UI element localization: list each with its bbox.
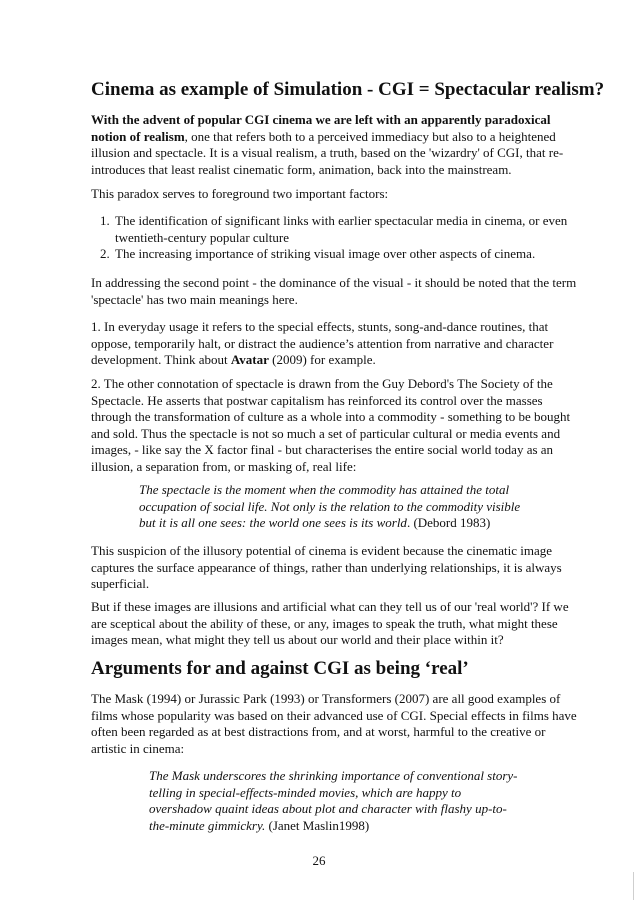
- list-number: 2.: [100, 246, 110, 261]
- quote-citation: (Janet Maslin1998): [265, 817, 370, 833]
- quote-line: telling in special-effects-minded movies, which are happy to: [149, 784, 462, 800]
- list-text: The identification of significant links with earlier spectacular media in cinema, or even twentieth-century popular culture: [115, 213, 568, 245]
- meaning-one-text: 1. In everyday usage it refers to the special effects, stunts, song-and-dance routines, that oppose, temporarily halt, or distract the audience’s attention from narrative and character development. Think about: [91, 319, 554, 367]
- intro-rest-text: , one that refers both to a perceived immediacy but also to a heightened illusion and spectacle. It is a visual realism, a truth, based on the 'wizardry' of CGI, that re-introduces that least realist cinematic form, animation, back into the mainstream.: [91, 128, 564, 177]
- paradox-paragraph: This paradox serves to foreground two important factors:: [91, 186, 389, 201]
- quote-line: The spectacle is the moment when the commodity has attained the total: [139, 482, 510, 497]
- meaning-two-paragraph: 2. The other connotation of spectacle is drawn from the Guy Debord's The Society of the Spectacle. He asserts that postwar capitalism has reinforced its control over the masses through the transformation of culture as a whole into a commodity - something to be bought and sold. Thus the spectacle is not so much a set of particular cultural or media events and images, - like say the X factor final - but characterises the entire social world today as an illusion, a separation from, or masking of, real life:: [91, 376, 571, 474]
- intro-bold-text: With the advent of popular CGI cinema we are left with an apparently paradoxical notion of realism: [91, 112, 551, 144]
- debord-quote: [139, 482, 579, 532]
- suspicion-paragraph: This suspicion of the illusory potential of cinema is evident because the cinematic image captures the surface appearance of things, rather than underlying relationships, it is always superficial.: [91, 543, 562, 591]
- quote-line: occupation of social life. Not only is the relation to the commodity visible: [139, 498, 521, 514]
- maslin-quote: [149, 768, 579, 834]
- page-edge-divider: [633, 872, 634, 900]
- intro-paragraph: [91, 112, 581, 178]
- meaning-one-paragraph: [91, 319, 581, 369]
- quote-citation: . (Debord 1983): [406, 515, 491, 530]
- list-text: The increasing importance of striking visual image over other aspects of cinema.: [115, 246, 536, 261]
- section-heading-arguments: Arguments for and against CGI as being ‘real’: [91, 658, 469, 679]
- section-heading-simulation: Cinema as example of Simulation - CGI = Spectacular realism?: [91, 79, 605, 100]
- meaning-one-tail: (2009) for example.: [268, 352, 376, 367]
- question-paragraph: But if these images are illusions and artificial what can they tell us of our 'real world'? If we are sceptical about the ability of these, or any, images to speak the truth, what might these images mean, what might they tell us about our world and their place within it?: [91, 599, 569, 647]
- factors-list: [91, 213, 575, 263]
- quote-line: overshadow quaint ideas about plot and character with flashy up-to-: [149, 801, 507, 816]
- avatar-title: Avatar: [230, 352, 269, 367]
- quote-line: the-minute gimmickry.: [149, 817, 266, 833]
- list-number: 1.: [100, 213, 110, 228]
- list-item: [91, 246, 575, 263]
- addressing-paragraph: In addressing the second point - the dominance of the visual - it should be noted that the term 'spectacle' has two main meanings here.: [91, 275, 577, 307]
- mask-paragraph: The Mask (1994) or Jurassic Park (1993) or Transformers (2007) are all good examples of films whose popularity was based on their advanced use of CGI. Special effects in films have often been regarded as at best distractions from, and at worst, harmful to the creative or artistic in cinema:: [91, 691, 577, 756]
- list-item: [91, 213, 575, 246]
- quote-line: but it is all one sees: the world one sees is its world: [139, 515, 407, 530]
- quote-line: The Mask underscores the shrinking importance of conventional story-: [149, 768, 518, 783]
- page-number: 26: [312, 853, 326, 868]
